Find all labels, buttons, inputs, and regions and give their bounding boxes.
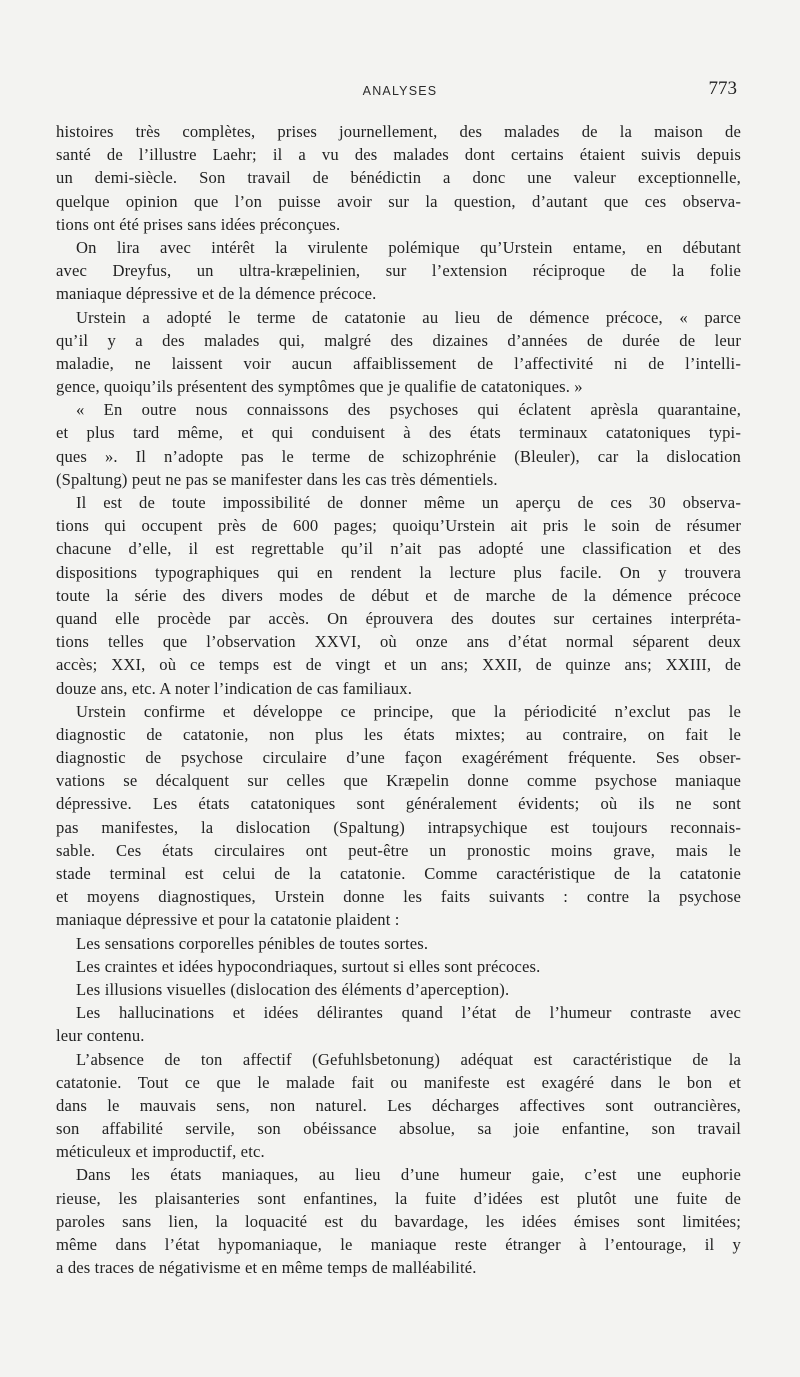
text-line: avec Dreyfus, un ultra-kræpelinien, sur l’extension réciproque de la folie (56, 261, 741, 281)
text-line: quelque opinion que l’on puisse avoir sur la question, d’autant que ces observa- (56, 191, 741, 211)
running-head: ANALYSES (362, 84, 438, 98)
text-line: tions qui occupent près de 600 pages; quoiqu’Urstein ait pris le soin de résumer (56, 516, 741, 536)
text-line: Dans les états maniaques, au lieu d’une humeur gaie, c’est une euphorie (76, 1165, 741, 1185)
text-line: dépressive. Les états catatoniques sont généralement évidents; où ils ne sont (56, 794, 741, 814)
text-line: sable. Ces états circulaires ont peut-être un pronostic moins grave, mais le (56, 840, 741, 860)
text-line: et plus tard même, et qui conduisent à des états terminaux catatoniques typi- (56, 423, 741, 443)
text-line: un demi-siècle. Son travail de bénédictin a donc une valeur exceptionnelle, (56, 168, 741, 188)
text-line: rieuse, les plaisanteries sont enfantines, la fuite d’idées est plutôt une fuite de (56, 1188, 741, 1208)
text-line: maniaque dépressive et de la démence précoce. (56, 284, 377, 304)
text-line: méticuleux et improductif, etc. (56, 1142, 265, 1162)
text-line: dans le mauvais sens, non naturel. Les décharges affectives sont outrancières, (56, 1095, 741, 1115)
text-line: Urstein a adopté le terme de catatonie au lieu de démence précoce, « parce (76, 307, 741, 327)
text-line: dispositions typographiques qui en rendent la lecture plus facile. On y trouvera (56, 562, 741, 582)
text-line: qu’il y a des malades qui, malgré des dizaines d’années de durée de leur (56, 330, 741, 350)
text-line: Les craintes et idées hypocondriaques, surtout si elles sont précoces. (76, 956, 541, 976)
text-line: a des traces de négativisme et en même temps de malléabilité. (56, 1258, 477, 1278)
text-line: vations se décalquent sur celles que Kræpelin donne comme psychose maniaque (56, 771, 741, 791)
text-line: tions ont été prises sans idées préconçues. (56, 214, 341, 234)
text-line: stade terminal est celui de la catatonie. Comme caractéristique de la catatonie (56, 864, 741, 883)
text-line: On lira avec intérêt la virulente polémique qu’Urstein entame, en débutant (76, 237, 741, 257)
text-line: Les sensations corporelles pénibles de toutes sortes. (76, 933, 429, 953)
text-line: Il est de toute impossibilité de donner même un aperçu de ces 30 observa- (76, 493, 741, 512)
text-line: son affabilité servile, son obéissance absolue, sa joie enfantine, son travail (56, 1119, 741, 1139)
text-line: histoires très complètes, prises journellement, des malades de la maison de (56, 122, 741, 141)
text-line: tions telles que l’observation XXVI, où onze ans d’état normal séparent deux (56, 632, 741, 652)
text-line: Les hallucinations et idées délirantes quand l’état de l’humeur contraste avec (76, 1003, 741, 1023)
text-line: toute la série des divers modes de début et de marche de la démence précoce (56, 585, 741, 605)
text-line: diagnostic de catatonie, non plus les états mixtes; au contraire, on fait le (56, 724, 741, 744)
text-line: même dans l’état hypomaniaque, le maniaque reste étranger à l’entourage, il y (56, 1235, 741, 1254)
text-line: L’absence de ton affectif (Gefuhlsbetonung) adéquat est caractéristique de la (76, 1049, 741, 1069)
text-line: ques ». Il n’adopte pas le terme de schizophrénie (Bleuler), car la dislocation (56, 446, 741, 466)
body-text (56, 120, 741, 1279)
page-header (0, 78, 800, 108)
text-line: accès; XXI, où ce temps est de vingt et un ans; XXII, de quinze ans; XXIII, de (56, 655, 741, 675)
text-line: maladie, ne laissent voir aucun affaiblissement de l’affectivité ni de l’intelli- (56, 353, 741, 373)
text-line: (Spaltung) peut ne pas se manifester dans les cas très démentiels. (56, 469, 498, 489)
text-line: santé de l’illustre Laehr; il a vu des malades dont certains étaient suivis depuis (56, 145, 741, 165)
text-line: gence, quoiqu’ils présentent des symptômes que je qualifie de catatoniques. » (56, 377, 583, 397)
text-line: quand elle procède par accès. On éprouvera des doutes sur certaines interpréta- (56, 608, 741, 628)
text-line: catatonie. Tout ce que le malade fait ou manifeste est exagéré dans le bon et (56, 1072, 741, 1092)
text-line: leur contenu. (56, 1026, 145, 1046)
text-line: diagnostic de psychose circulaire d’une façon exagérément fréquente. Ses obser- (56, 748, 741, 768)
text-line: pas manifestes, la dislocation (Spaltung) intrapsychique est toujours reconnais- (56, 817, 741, 837)
text-line: maniaque dépressive et pour la catatonie plaident : (56, 910, 400, 930)
page-number: 773 (708, 78, 737, 99)
text-line: chacune d’elle, il est regrettable qu’il n’ait pas adopté une classification et des (56, 539, 741, 559)
text-line: « En outre nous connaissons des psychoses qui éclatent aprèsla quarantaine, (76, 400, 741, 420)
text-line: Urstein confirme et développe ce principe, que la périodicité n’exclut pas le (76, 701, 741, 721)
text-line: Les illusions visuelles (dislocation des éléments d’aperception). (76, 979, 510, 999)
text-line: douze ans, etc. A noter l’indication de cas familiaux. (56, 678, 412, 698)
text-line: paroles sans lien, la loquacité est du bavardage, les idées émises sont limitées; (56, 1211, 741, 1231)
text-line: et moyens diagnostiques, Urstein donne les faits suivants : contre la psychose (56, 887, 741, 907)
